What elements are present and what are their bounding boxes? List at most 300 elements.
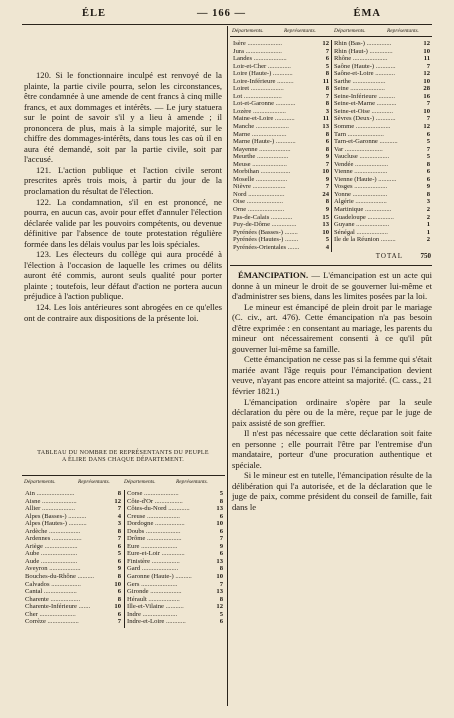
dept-row <box>126 581 224 589</box>
dept-row <box>232 221 330 229</box>
dept-row <box>126 558 224 566</box>
dept-name: Marne (Haute-) ............ <box>233 138 296 146</box>
dept-row <box>333 55 431 63</box>
table-rule <box>22 475 225 476</box>
col-head-dept-a: Départements. <box>24 479 56 485</box>
dept-count: 9 <box>325 206 329 214</box>
dept-count: 2 <box>426 206 430 214</box>
dept-name: Alpes (Basses-) ........... <box>25 512 87 520</box>
dept-row <box>232 93 330 101</box>
dept-row <box>126 528 224 536</box>
dept-count: 7 <box>219 580 223 588</box>
dept-row <box>333 131 431 139</box>
dept-count: 8 <box>325 70 329 78</box>
col-head-rep-c: Représentants. <box>284 28 316 34</box>
dept-name: Aisne ..................... <box>25 497 77 505</box>
dept-row <box>333 153 431 161</box>
dept-row <box>232 78 330 86</box>
dept-row <box>24 603 122 611</box>
dept-count: 5 <box>219 490 223 497</box>
dept-row <box>333 93 431 101</box>
dept-row <box>126 513 224 521</box>
dept-count: 6 <box>219 618 223 626</box>
dept-name: Guadeloupe ................ <box>334 213 394 221</box>
dept-name: Vosges .................... <box>334 183 388 191</box>
dept-row <box>232 115 330 123</box>
dept-count: 12 <box>423 40 430 47</box>
dept-name: Creuse .................... <box>127 512 180 520</box>
dept-count: 8 <box>325 145 329 153</box>
dept-row <box>333 100 431 108</box>
dept-name: Vienne (Haute-) ........... <box>334 175 397 183</box>
dept-count: 4 <box>117 512 121 520</box>
dept-name: Rhin (Bas-) ............... <box>334 40 392 47</box>
dept-name: Landes .................... <box>233 55 287 63</box>
header-rule <box>22 24 432 25</box>
dept-name: Jura ...................... <box>233 47 282 55</box>
dept-count: 8 <box>426 190 430 198</box>
dept-name: Sèvres (Deux-) ............ <box>334 115 396 123</box>
right-para-4: Il n'est pas nécessaire que cette déclaration soit faite en personne ; elle pourrait l'être par l'entremise d'un mandataire, porteur d'une procuration authentique et spéciale. <box>232 428 432 470</box>
dept-count: 11 <box>322 115 329 123</box>
table-title-line-2: A ÉLIRE DANS CHAQUE DÉPARTEMENT. <box>61 457 185 464</box>
dept-count: 10 <box>322 228 329 236</box>
dept-name: Vaucluse .................. <box>334 153 390 161</box>
dept-name: Ain ....................... <box>25 490 75 497</box>
dept-name: Aude ...................... <box>25 557 78 565</box>
dept-count: 10 <box>216 520 223 528</box>
dept-row <box>333 115 431 123</box>
dept-name: Corrèze ................... <box>25 618 79 626</box>
dept-row <box>333 85 431 93</box>
dept-count: 10 <box>322 168 329 176</box>
dept-name: Doubs ..................... <box>127 527 181 535</box>
dept-row <box>333 138 431 146</box>
dept-count: 6 <box>117 588 121 596</box>
dept-table-right-a <box>232 40 330 251</box>
dept-count: 10 <box>423 77 430 85</box>
dept-name: Oise ...................... <box>233 198 284 206</box>
dept-row <box>232 138 330 146</box>
dept-row <box>333 214 431 222</box>
dept-count: 5 <box>219 610 223 618</box>
dept-name: Isère ..................... <box>233 40 283 47</box>
dept-count: 7 <box>117 618 121 626</box>
dept-count: 12 <box>322 40 329 47</box>
dept-count: 6 <box>426 168 430 176</box>
dept-name: Côtes-du-Nord ............. <box>127 505 190 513</box>
dept-row <box>232 123 330 131</box>
page-number: — 166 — <box>197 8 246 19</box>
dept-row <box>24 528 122 536</box>
dept-name: Marne ..................... <box>233 130 287 138</box>
dept-name: Cher ...................... <box>25 610 76 618</box>
dept-row <box>126 565 224 573</box>
dept-name: Ile de la Réunion ......... <box>334 236 396 244</box>
dept-count: 8 <box>117 527 121 535</box>
dept-name: Saône-et-Loire ............ <box>334 70 395 78</box>
dept-row <box>333 123 431 131</box>
dept-name: Lot-et-Garonne ............ <box>233 100 296 108</box>
dept-row <box>24 565 122 573</box>
dept-count: 10 <box>114 580 121 588</box>
dept-row <box>333 198 431 206</box>
dept-count: 8 <box>219 565 223 573</box>
dept-name: Vienne .................... <box>334 168 388 176</box>
dept-row <box>24 573 122 581</box>
dept-name: Aveyron ................... <box>25 565 81 573</box>
article-124: 124. Les lois antérieures sont abrogées en ce qu'elles ont de contraire aux dispositions de la présente loi. <box>24 302 222 323</box>
dept-name: Rhône ..................... <box>334 55 388 63</box>
emancipation-title: ÉMANCIPATION. <box>238 270 309 280</box>
dept-name: Vendée .................... <box>334 160 389 168</box>
dept-row <box>24 550 122 558</box>
dept-count: 7 <box>426 145 430 153</box>
dept-count: 12 <box>423 70 430 78</box>
dept-name: Seine-Inférieure .......... <box>334 92 395 100</box>
dept-table-left-a <box>24 490 122 626</box>
dept-name: Sarthe .................... <box>334 77 386 85</box>
dept-row <box>333 78 431 86</box>
header-right: ÉMA <box>353 8 381 19</box>
dept-name: Gers ...................... <box>127 580 178 588</box>
table-mid-rule <box>124 490 125 628</box>
right-para-1: Le mineur est émancipé de plein droit par le mariage (C. civ., art. 476). Cette émancipation n'a pas besoin d'être exprimée : en consentant au mariage, les parents du mineur ont nécessairement consenti à ce qu'il pût gouverner lui-même sa famille. <box>232 301 432 354</box>
dept-count: 9 <box>219 542 223 550</box>
dept-row <box>333 176 431 184</box>
dept-row <box>232 244 330 252</box>
dept-name: Eure ...................... <box>127 542 178 550</box>
dept-count: 12 <box>216 603 223 611</box>
dept-row <box>24 505 122 513</box>
dept-count: 3 <box>426 198 430 206</box>
right-column-text <box>232 270 432 513</box>
article-121: 121. L'action publique et l'action civile seront prescrites après trois mois, à partir du jour de la proclamation du résultat de l'élection. <box>24 164 222 197</box>
dept-name: Lozère .................... <box>233 107 286 115</box>
dept-count: 6 <box>219 527 223 535</box>
dept-name: Côte-d'Or ................. <box>127 497 183 505</box>
dept-name: Seine-et-Oise ............. <box>334 107 393 115</box>
left-column-text <box>24 70 222 323</box>
dept-row <box>126 596 224 604</box>
dept-table-right-b <box>333 40 431 244</box>
total-label: TOTAL <box>375 252 403 260</box>
article-122: 122. La condamnation, s'il en est prononcé, ne pourra, en aucun cas, avoir pour effet d'annuler l'élection déclarée valide par les pouvoirs compétents, ou devenue définitive par l'absence de toute protestation régulière formée dans les délais voulus par les lois spéciales. <box>24 196 222 249</box>
dept-count: 7 <box>219 535 223 543</box>
dept-name: Nord ...................... <box>233 190 285 198</box>
dept-count: 7 <box>325 183 329 191</box>
dept-count: 8 <box>117 573 121 581</box>
dept-name: Hérault ................... <box>127 595 180 603</box>
dept-count: 6 <box>426 130 430 138</box>
dept-row <box>232 85 330 93</box>
right-para-3: L'émancipation ordinaire s'opère par la seule déclaration du père ou de la mère, reçue par le juge de paix assisté de son greffier. <box>232 396 432 428</box>
dept-count: 8 <box>219 595 223 603</box>
dept-row <box>126 535 224 543</box>
dept-name: Seine ..................... <box>334 85 385 93</box>
dept-name: Pyrénées (Basses-) ........ <box>233 228 298 236</box>
dept-row <box>24 588 122 596</box>
dept-count: 5 <box>426 138 430 146</box>
dept-row <box>126 573 224 581</box>
dept-name: Ariège .................... <box>25 542 78 550</box>
dept-name: Alpes (Hautes-) ........... <box>25 520 87 528</box>
dept-row <box>333 70 431 78</box>
dept-row <box>333 183 431 191</box>
total-value: 750 <box>420 252 431 260</box>
dept-count: 8 <box>219 497 223 505</box>
dept-count: 13 <box>216 557 223 565</box>
dept-count: 24 <box>322 190 329 198</box>
dept-row <box>232 146 330 154</box>
dept-name: Puy-de-Dôme ............... <box>233 221 297 229</box>
dept-count: 6 <box>117 610 121 618</box>
dept-row <box>333 221 431 229</box>
dept-name: Moselle ................... <box>233 175 288 183</box>
dept-row <box>24 513 122 521</box>
dept-row <box>333 161 431 169</box>
dept-count: 6 <box>426 175 430 183</box>
dept-row <box>126 603 224 611</box>
dept-name: Algérie ................... <box>334 198 387 206</box>
dept-count: 6 <box>325 138 329 146</box>
dept-count: 6 <box>219 550 223 558</box>
dept-row <box>232 214 330 222</box>
article-123: 123. Les électeurs du collège qui aura procédé à l'élection à l'occasion de laquelle les crimes ou délits auront été commis, auront seuls qualité pour porter plainte ; toutefois, leur défaut d'action ne portera aucun préjudice à l'action publique. <box>24 249 222 302</box>
dept-name: Calvados .................. <box>25 580 81 588</box>
dept-row <box>232 70 330 78</box>
dept-count: 2 <box>426 213 430 221</box>
dept-row <box>232 198 330 206</box>
dept-count: 7 <box>426 62 430 70</box>
dept-row <box>333 236 431 244</box>
dept-name: Drôme ..................... <box>127 535 182 543</box>
dept-name: Tarn ...................... <box>334 130 384 138</box>
dept-name: Var ....................... <box>334 145 383 153</box>
col-head-rep-a: Représentants. <box>78 479 110 485</box>
dept-row <box>24 535 122 543</box>
dept-name: Bouches-du-Rhône .......... <box>25 573 95 581</box>
dept-count: 8 <box>426 160 430 168</box>
dept-name: Maine-et-Loire ............ <box>233 115 295 123</box>
dept-count: 12 <box>423 123 430 131</box>
dept-name: Charente .................. <box>25 595 81 603</box>
dept-row <box>232 176 330 184</box>
dept-row <box>126 588 224 596</box>
dept-row <box>24 543 122 551</box>
dept-row <box>126 618 224 626</box>
dept-name: Aube ...................... <box>25 550 78 558</box>
dept-name: Pyrénées (Hautes-) ........ <box>233 236 299 244</box>
dept-count: 5 <box>117 550 121 558</box>
col-head-dept-d: Départements. <box>334 28 366 34</box>
dept-row <box>24 490 122 498</box>
dept-name: Loire (Haute-) ............ <box>233 70 293 78</box>
dept-count: 28 <box>423 85 430 93</box>
dept-count: 7 <box>325 47 329 55</box>
dept-count: 11 <box>423 55 430 63</box>
dept-name: Martinique ................ <box>334 206 392 214</box>
dept-count: 13 <box>322 123 329 131</box>
dept-count: 9 <box>426 183 430 191</box>
dept-row <box>24 558 122 566</box>
dept-count: 13 <box>322 221 329 229</box>
dept-name: Morbihan .................. <box>233 168 291 176</box>
dept-name: Cantal .................... <box>25 588 77 596</box>
right-table-bottom-rule <box>230 265 432 266</box>
dept-row <box>333 168 431 176</box>
dept-count: 10 <box>216 573 223 581</box>
dept-row <box>333 146 431 154</box>
dept-row <box>232 108 330 116</box>
right-para-5: Si le mineur est en tutelle, l'émancipation résulte de la délibération qui l'a autorisée, et de la déclaration que le juge de paix, comme président du conseil de famille, fait dans le <box>232 470 432 513</box>
article-120: 120. Si le fonctionnaire inculpé est renvoyé de la plainte, la partie civile pourra, selon les circonstances, être condamnée à une amende de cent francs à cinq mille francs, et aux dommages et intérêts. — Le jury statuera sur le point de savoir s'il y a lieu à amende ; il prononcera de plus, mais à la simple majorité, sur le chiffre des dommages-intérêts, dans tous les cas où il en aura été demandé, soit par la partie civile, soit par l'accusé. <box>24 70 222 165</box>
dept-row <box>333 229 431 237</box>
dept-row <box>232 229 330 237</box>
dept-row <box>24 520 122 528</box>
dept-name: Meuse ..................... <box>233 160 287 168</box>
dept-count: 9 <box>325 175 329 183</box>
dept-row <box>333 108 431 116</box>
dept-name: Finistère ................. <box>127 557 180 565</box>
dept-row <box>126 498 224 506</box>
dept-count: 7 <box>325 92 329 100</box>
dept-name: Pas-de-Calais ............. <box>233 213 293 221</box>
dept-name: Tarn-et-Garonne ........... <box>334 138 398 146</box>
dept-count: 2 <box>426 236 430 244</box>
dept-name: Ille-et-Vilaine ........... <box>127 603 184 611</box>
dept-row <box>333 191 431 199</box>
dept-row <box>24 596 122 604</box>
col-head-rep-b: Représentants. <box>176 479 208 485</box>
dept-row <box>126 505 224 513</box>
dept-name: Dordogne .................. <box>127 520 185 528</box>
dept-row <box>232 131 330 139</box>
dept-count: 7 <box>325 160 329 168</box>
dept-count: 7 <box>426 115 430 123</box>
dept-count: 3 <box>325 107 329 115</box>
dept-row <box>333 206 431 214</box>
dept-name: Nièvre .................... <box>233 183 286 191</box>
dept-count: 8 <box>325 198 329 206</box>
dept-count: 6 <box>117 542 121 550</box>
dept-count: 1 <box>426 228 430 236</box>
dept-count: 10 <box>114 603 121 611</box>
dept-name: Pyrénées-Orientales ....... <box>233 243 300 251</box>
emancipation-definition <box>232 270 432 302</box>
dept-row <box>232 168 330 176</box>
right-table-mid-rule <box>331 40 332 252</box>
dept-row <box>24 618 122 626</box>
dept-count: 13 <box>216 505 223 513</box>
col-head-rep-d: Représentants. <box>387 28 419 34</box>
dept-count: 1 <box>426 221 430 229</box>
dept-count: 8 <box>325 130 329 138</box>
dept-count: 6 <box>325 55 329 63</box>
total-row <box>333 252 431 260</box>
dept-name: Eure-et-Loir .............. <box>127 550 185 558</box>
dept-name: Loiret .................... <box>233 85 284 93</box>
dept-row <box>232 100 330 108</box>
dept-name: Charente-Inférieure ....... <box>25 603 91 611</box>
dept-name: Orne ...................... <box>233 206 285 214</box>
dept-count: 10 <box>423 107 430 115</box>
dept-count: 9 <box>117 565 121 573</box>
dept-row <box>333 48 431 56</box>
dept-name: Indre ..................... <box>127 610 178 618</box>
dept-count: 9 <box>325 153 329 161</box>
dept-name: Lot ....................... <box>233 92 282 100</box>
dept-count: 8 <box>117 595 121 603</box>
dept-row <box>232 48 330 56</box>
dept-count: 8 <box>325 100 329 108</box>
dept-count: 7 <box>117 505 121 513</box>
dept-name: Mayenne ................... <box>233 145 291 153</box>
dept-row <box>232 236 330 244</box>
dept-row <box>126 543 224 551</box>
right-para-2: Cette émancipation ne cesse pas si la femme qui s'était mariée avant l'âge requis pour l'émancipation devient veuve, n'ayant pas encore atteint sa majorité. (C. cass., 21 février 1821.) <box>232 354 432 397</box>
dept-name: Ardennes .................. <box>25 535 82 543</box>
dept-count: 8 <box>325 85 329 93</box>
dept-count: 11 <box>322 77 329 85</box>
dept-row <box>232 206 330 214</box>
running-header <box>22 8 436 22</box>
dept-count: 6 <box>219 512 223 520</box>
dept-table-left-b <box>126 490 224 626</box>
right-table-top-rule <box>230 36 432 37</box>
column-divider <box>227 26 228 706</box>
dept-count: 15 <box>322 213 329 221</box>
dept-row <box>24 498 122 506</box>
dept-name: Rhin (Haut-) .............. <box>334 47 393 55</box>
dept-name: Corse ..................... <box>127 490 179 497</box>
dept-row <box>232 40 330 48</box>
dept-name: Seine-et-Marne ............ <box>334 100 397 108</box>
dept-count: 7 <box>426 100 430 108</box>
header-left: ÉLE <box>82 8 107 19</box>
table-title-line-1: TABLEAU DU NOMBRE DE REPRÉSENTANTS DU PEUPLE <box>37 450 209 456</box>
dept-name: Gard ...................... <box>127 565 179 573</box>
dept-name: Manche .................... <box>233 123 289 131</box>
dept-row <box>232 161 330 169</box>
dept-count: 8 <box>117 490 121 497</box>
dept-row <box>232 55 330 63</box>
dept-name: Meurthe ................... <box>233 153 289 161</box>
dept-row <box>232 63 330 71</box>
dept-name: Loir-et-Cher .............. <box>233 62 291 70</box>
dept-row <box>24 581 122 589</box>
dept-count: 10 <box>423 47 430 55</box>
dept-name: Allier .................... <box>25 505 75 513</box>
dept-count: 4 <box>325 243 329 251</box>
table-title <box>22 450 224 464</box>
dept-name: Indre-et-Loire ............ <box>127 618 186 626</box>
emancipation-intro: — L'émancipation est un acte qui donne à un mineur le droit de se gouverner lui-même et d'administrer ses biens, dans les limites posées par la loi. <box>232 270 432 302</box>
dept-count: 5 <box>325 62 329 70</box>
dept-row <box>24 611 122 619</box>
col-head-dept-c: Départements. <box>232 28 264 34</box>
dept-count: 5 <box>325 236 329 244</box>
dept-row <box>232 153 330 161</box>
dept-name: Loire-Inférieure .......... <box>233 77 294 85</box>
dept-row <box>232 191 330 199</box>
dept-name: Guyane .................... <box>334 221 390 229</box>
dept-count: 3 <box>117 520 121 528</box>
dept-row <box>333 63 431 71</box>
dept-name: Yonne ..................... <box>334 190 388 198</box>
dept-count: 12 <box>114 497 121 505</box>
dept-count: 16 <box>423 92 430 100</box>
